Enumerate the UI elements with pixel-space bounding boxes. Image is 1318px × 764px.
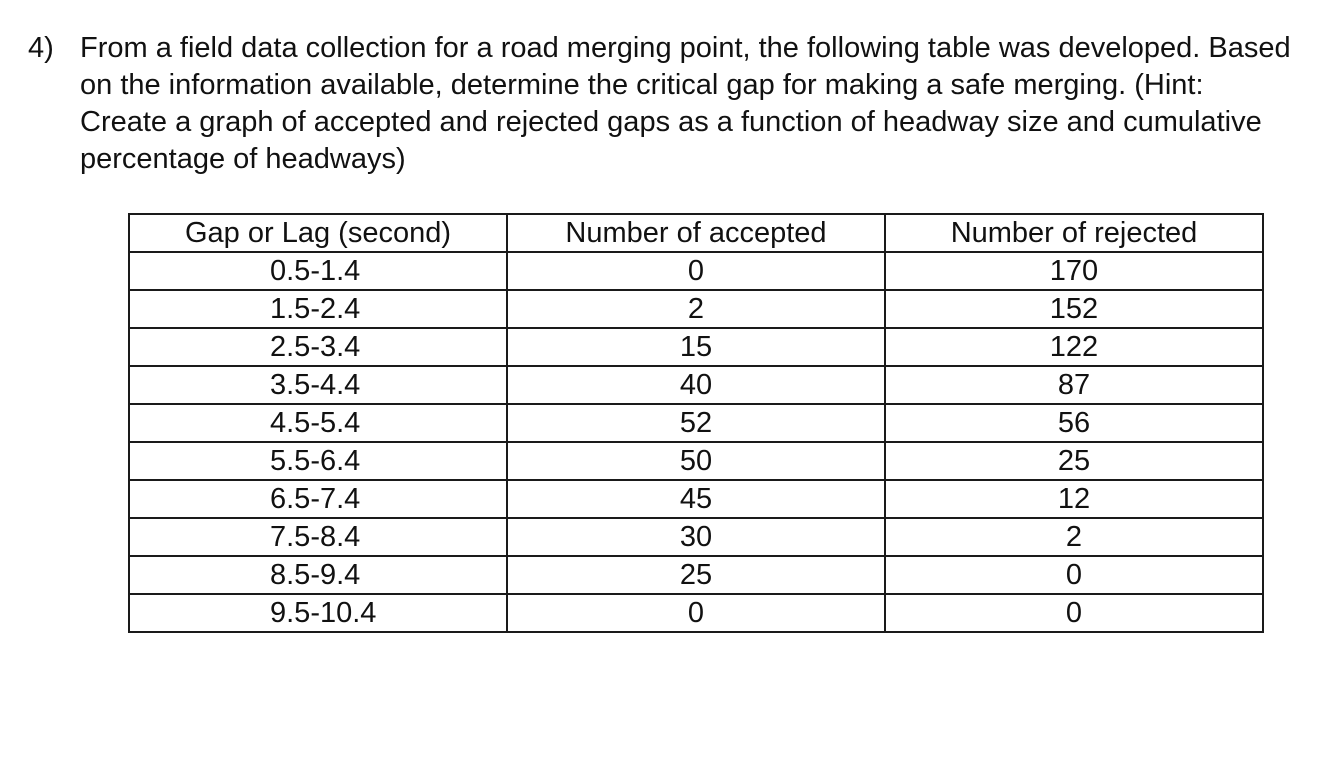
header-rejected: Number of rejected [885,214,1263,252]
header-accepted: Number of accepted [507,214,885,252]
table-header-row [129,214,1263,252]
question [28,30,1298,178]
table-row [129,366,1263,404]
gap-cell: 3.5-4.4 [129,366,507,404]
rejected-cell: 0 [885,556,1263,594]
accepted-cell: 30 [507,518,885,556]
gap-cell: 1.5-2.4 [129,290,507,328]
table-row [129,480,1263,518]
accepted-cell: 50 [507,442,885,480]
accepted-cell: 52 [507,404,885,442]
table-row [129,290,1263,328]
table-row [129,442,1263,480]
gap-cell: 8.5-9.4 [129,556,507,594]
table-row [129,328,1263,366]
question-number: 4) [28,32,54,64]
table-row [129,404,1263,442]
table-row [129,594,1263,632]
accepted-cell: 0 [507,252,885,290]
gap-data-table [128,213,1264,633]
rejected-cell: 0 [885,594,1263,632]
question-text: From a field data collection for a road merging point, the following table was developed. Based on the information available, determine the critical gap for making a safe merging. (Hint: Create a graph of accepted and rejected gaps as a function of headway size and cumulative percentage of headways) [80,32,1291,175]
header-gap: Gap or Lag (second) [129,214,507,252]
accepted-cell: 40 [507,366,885,404]
rejected-cell: 170 [885,252,1263,290]
gap-cell: 5.5-6.4 [129,442,507,480]
gap-cell: 0.5-1.4 [129,252,507,290]
rejected-cell: 12 [885,480,1263,518]
gap-cell: 9.5-10.4 [129,594,507,632]
accepted-cell: 25 [507,556,885,594]
rejected-cell: 25 [885,442,1263,480]
accepted-cell: 2 [507,290,885,328]
gap-cell: 2.5-3.4 [129,328,507,366]
rejected-cell: 2 [885,518,1263,556]
rejected-cell: 56 [885,404,1263,442]
table-row [129,252,1263,290]
rejected-cell: 152 [885,290,1263,328]
accepted-cell: 15 [507,328,885,366]
table-row [129,518,1263,556]
table-row [129,556,1263,594]
rejected-cell: 87 [885,366,1263,404]
gap-cell: 4.5-5.4 [129,404,507,442]
rejected-cell: 122 [885,328,1263,366]
gap-cell: 7.5-8.4 [129,518,507,556]
accepted-cell: 45 [507,480,885,518]
gap-cell: 6.5-7.4 [129,480,507,518]
accepted-cell: 0 [507,594,885,632]
